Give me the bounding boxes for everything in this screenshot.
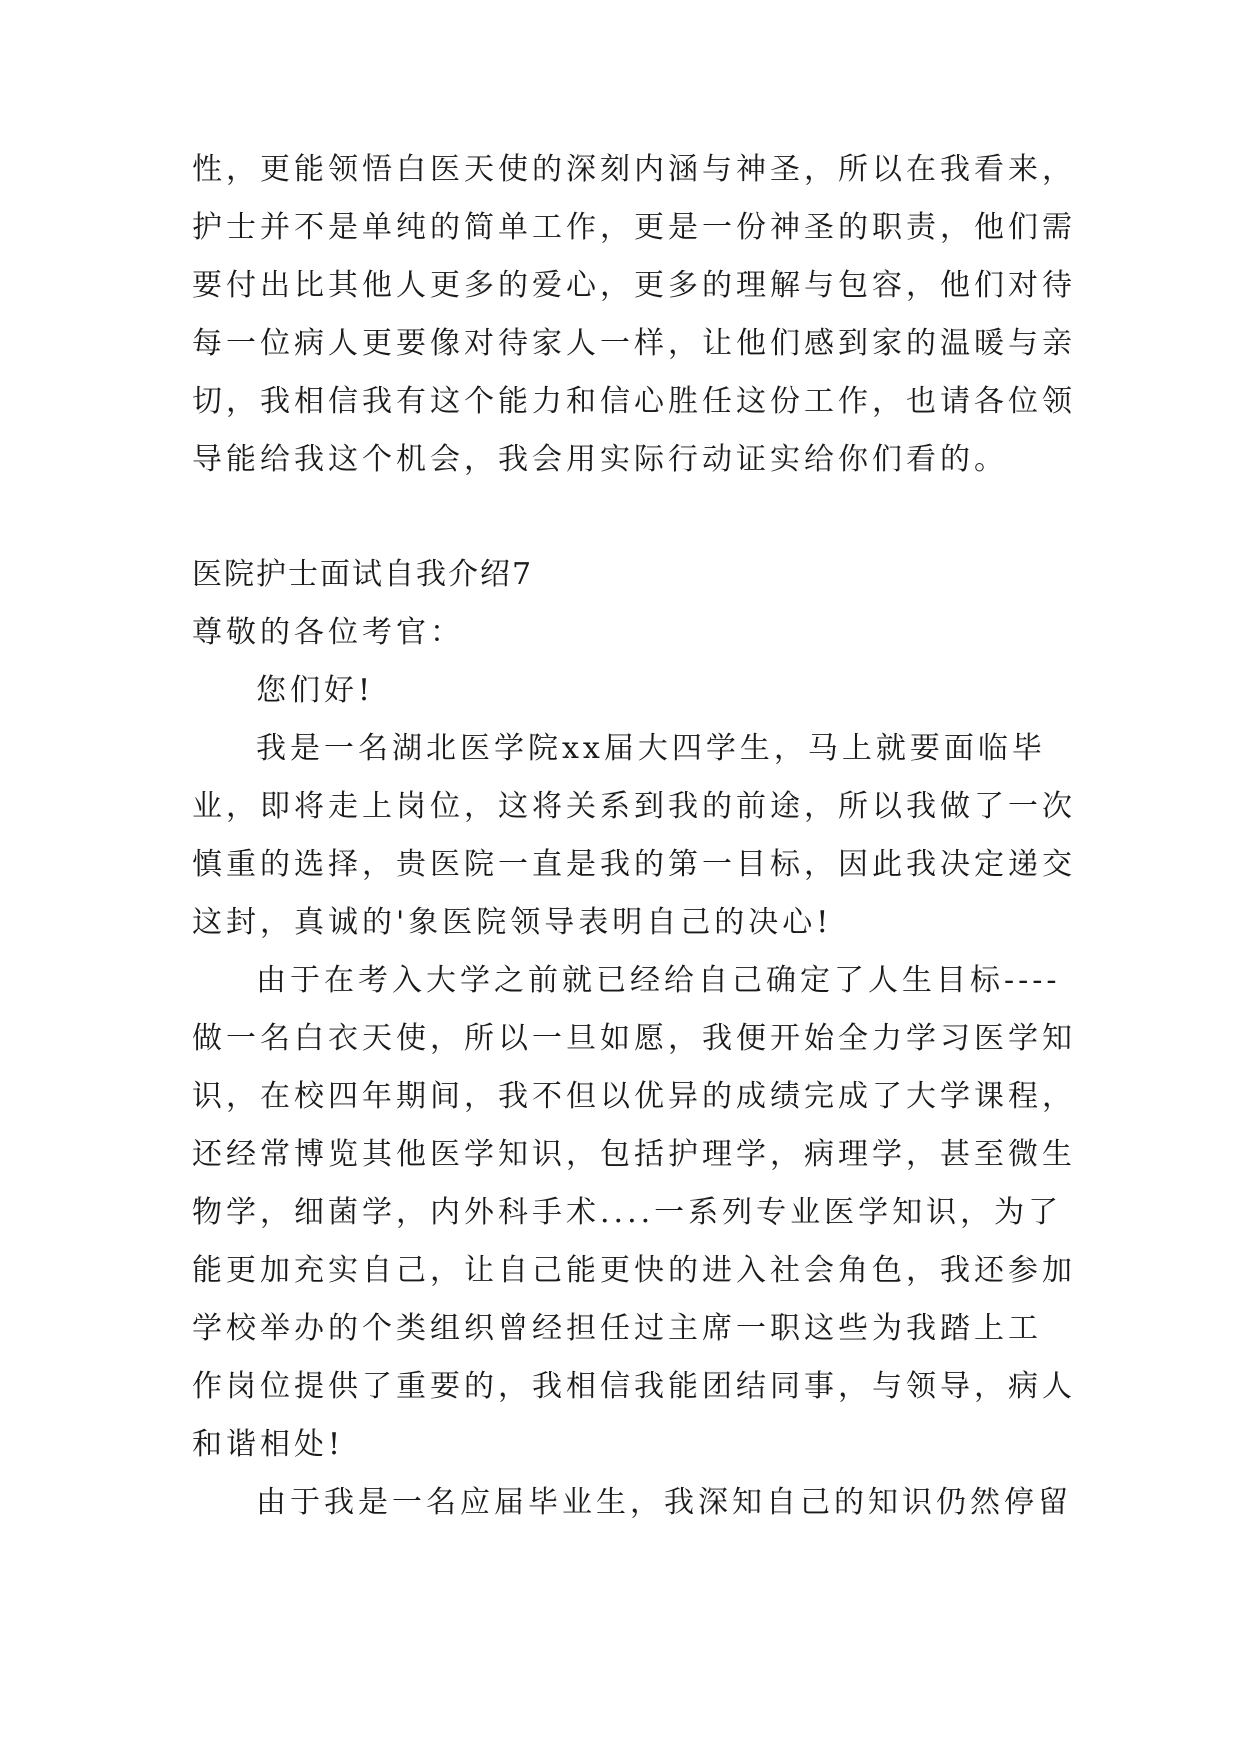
text-line: 业，即将走上岗位，这将关系到我的前途，所以我做了一次 xyxy=(192,789,1076,824)
text-line: 物学，细菌学，内外科手术....一系列专业医学知识，为了 xyxy=(192,1195,1063,1230)
text-line: 还经常博览其他医学知识，包括护理学，病理学，甚至微生 xyxy=(192,1137,1076,1172)
text-line: 和谐相处! xyxy=(192,1427,345,1462)
text-line: 切，我相信我有这个能力和信心胜任这份工作，也请各位领 xyxy=(192,384,1076,419)
text-line: 导能给我这个机会，我会用实际行动证实给你们看的。 xyxy=(192,442,1008,477)
text-line: 慎重的选择，贵医院一直是我的第一目标，因此我决定递交 xyxy=(192,847,1076,882)
text-line: 学校举办的个类组织曾经担任过主席一职这些为我踏上工 xyxy=(192,1311,1042,1346)
text-line: 由于我是一名应届毕业生，我深知自己的知识仍然停留 xyxy=(256,1485,1072,1520)
text-line: 识，在校四年期间，我不但以优异的成绩完成了大学课程， xyxy=(192,1079,1076,1114)
text-line: 做一名白衣天使，所以一旦如愿，我便开始全力学习医学知 xyxy=(192,1021,1076,1056)
text-line: 由于在考入大学之前就已经给自己确定了人生目标---- xyxy=(256,963,1061,998)
text-line: 能更加充实自己，让自己能更快的进入社会角色，我还参加 xyxy=(192,1253,1076,1288)
salutation: 尊敬的各位考官： xyxy=(192,615,464,650)
section-title: 医院护士面试自我介绍7 xyxy=(192,557,534,592)
text-line: 作岗位提供了重要的，我相信我能团结同事，与领导，病人 xyxy=(192,1369,1076,1404)
greeting: 您们好! xyxy=(256,673,375,708)
text-line: 性，更能领悟白医天使的深刻内涵与神圣，所以在我看来， xyxy=(192,152,1076,187)
text-line: 我是一名湖北医学院xx届大四学生，马上就要面临毕 xyxy=(256,731,1046,766)
text-line: 要付出比其他人更多的爱心，更多的理解与包容，他们对待 xyxy=(192,268,1076,303)
text-line: 这封，真诚的'象医院领导表明自己的决心! xyxy=(192,905,833,940)
text-line: 护士并不是单纯的简单工作，更是一份神圣的职责，他们需 xyxy=(192,210,1076,245)
text-line: 每一位病人更要像对待家人一样，让他们感到家的温暖与亲 xyxy=(192,326,1076,361)
